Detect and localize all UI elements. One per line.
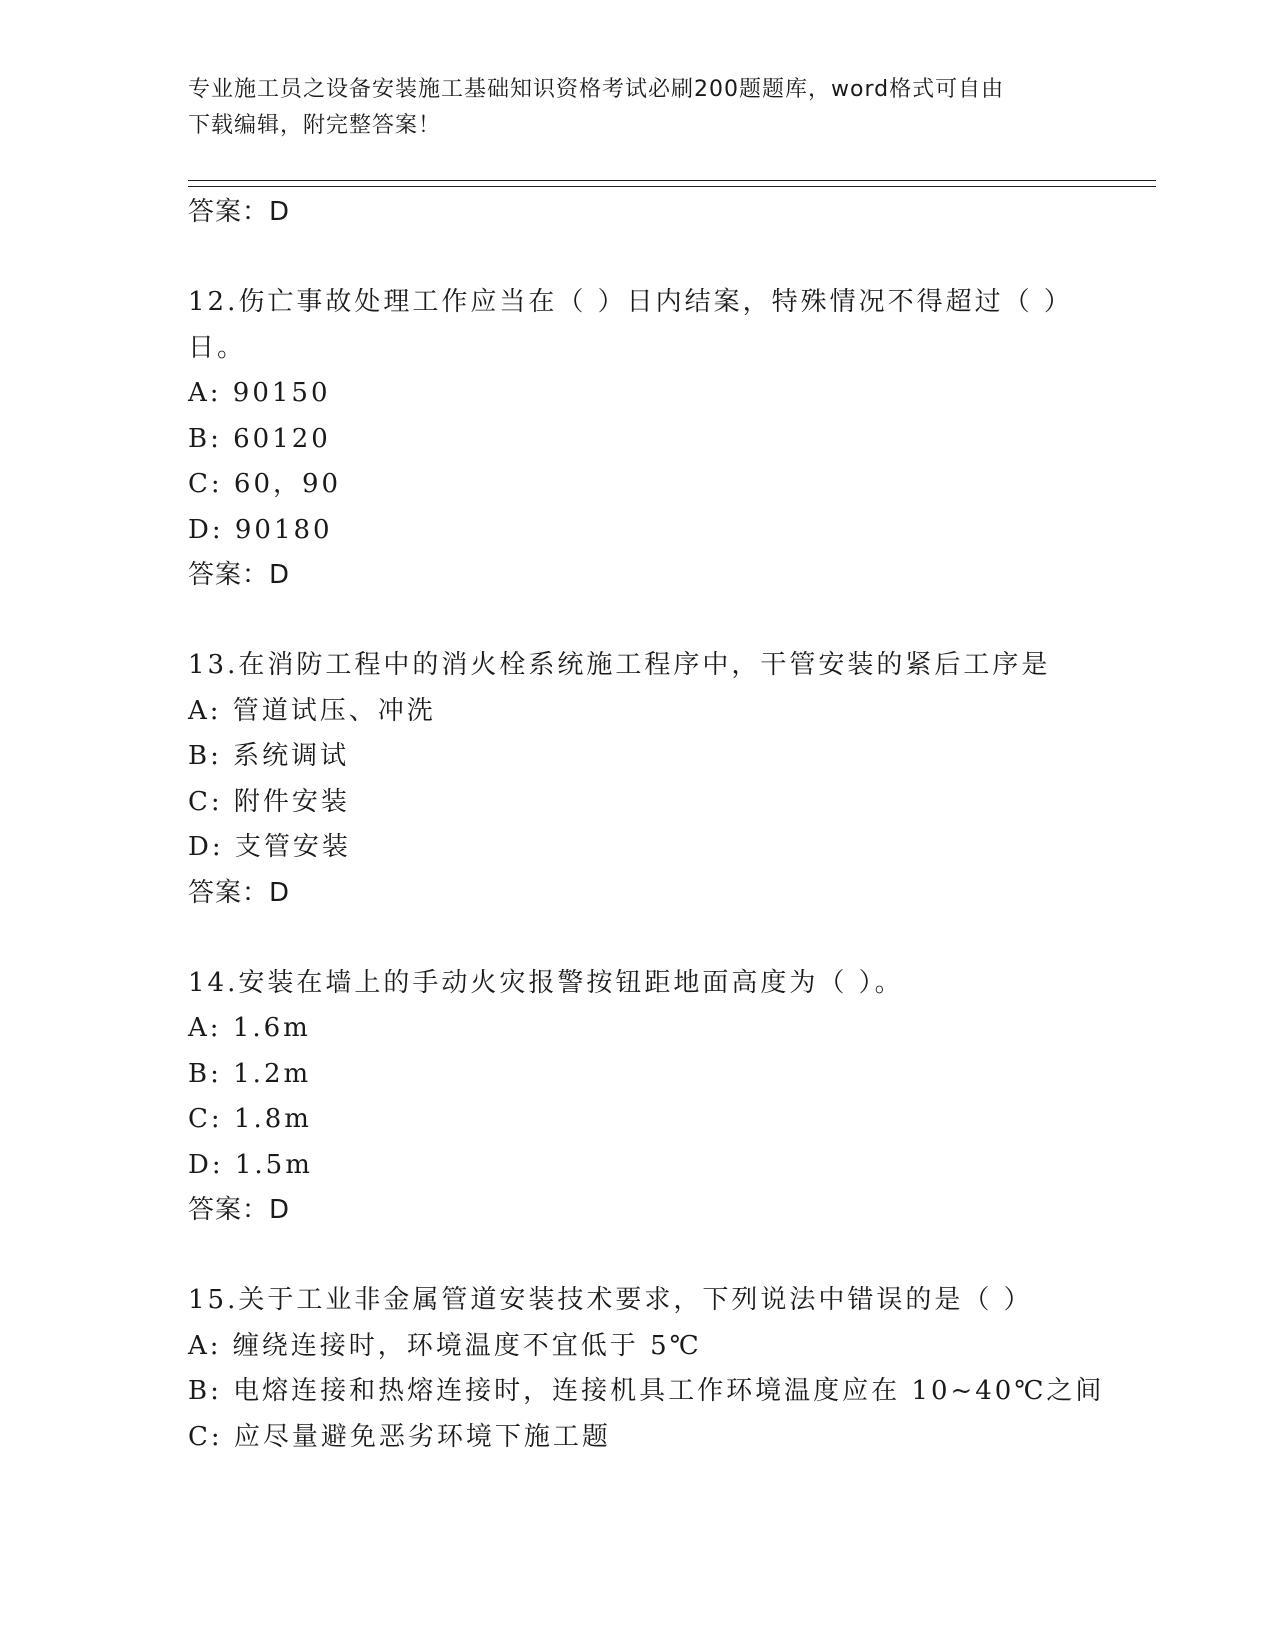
answer-previous: 答案：D [188,197,291,227]
question-14 [188,961,1148,1234]
option-c: C: 60，90 [188,469,342,499]
question-13 [188,643,1148,916]
option-a: A: 管道试压、冲洗 [188,695,436,726]
option-d: D: 支管安装 [188,832,351,862]
answer: 答案：D [188,560,291,590]
document-header [188,72,1068,144]
header-line-1: 专业施工员之设备安装施工基础知识资格考试必刷200题题库，word格式可自由 [188,77,1005,102]
question-stem-continued: 日。 [188,332,247,363]
question-stem: 12.伤亡事故处理工作应当在（ ）日内结案，特殊情况不得超过（ ） [188,287,1073,317]
header-divider-top [188,180,1156,181]
option-d: D: 90180 [188,514,333,545]
option-b: B: 1.2m [188,1058,312,1089]
question-stem: 13.在消防工程中的消火栓系统施工程序中，干管安装的紧后工序是 [188,650,1051,680]
option-d: D: 1.5m [188,1149,313,1180]
answer: 答案：D [188,877,291,908]
header-divider-bottom [188,186,1156,187]
option-b: B: 系统调试 [188,741,350,771]
question-list [188,190,1148,1460]
question-stem: 15.关于工业非金属管道安装技术要求，下列说法中错误的是（ ） [188,1285,1033,1315]
question-12 [188,280,1148,598]
option-c: C: 附件安装 [188,786,350,817]
option-a: A: 90150 [188,378,331,408]
option-c: C: 1.8m [188,1104,312,1134]
option-a: A: 1.6m [188,1013,311,1043]
question-15 [188,1278,1148,1460]
header-line-2: 下载编辑，附完整答案！ [188,113,442,138]
option-b: B: 电熔连接和热熔连接时，连接机具工作环境温度应在 10~40℃之间 [188,1376,1105,1406]
option-a: A: 缠绕连接时，环境温度不宜低于 5℃ [188,1330,702,1361]
question-stem: 14.安装在墙上的手动火灾报警按钮距地面高度为（ ）。 [188,967,904,998]
option-b: B: 60120 [188,423,331,454]
answer: 答案：D [188,1195,291,1225]
option-c: C: 应尽量避免恶劣环境下施工题 [188,1421,611,1452]
